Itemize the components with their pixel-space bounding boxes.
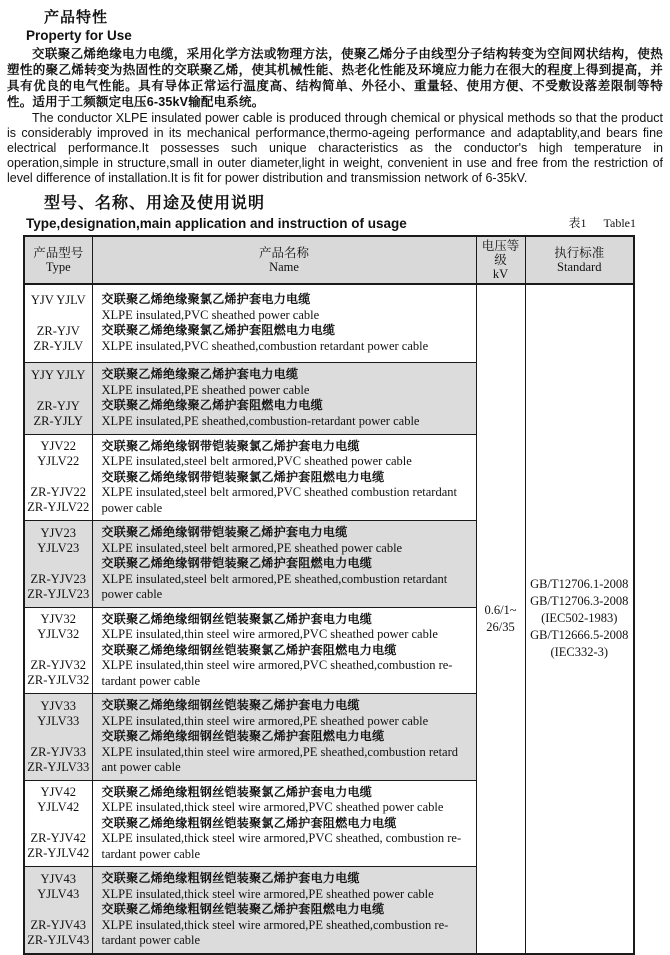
type-code: ZR-YJV32 [30, 658, 87, 673]
type-code: YJV42 YJLV42 [37, 785, 80, 815]
section2-heading-row [26, 214, 636, 231]
standard-value: GB/T12706.3-2008 [530, 594, 629, 609]
cable-name-en: XLPE insulated,steel belt armored,PVC sheathed power cable [101, 454, 412, 468]
cable-name-en: XLPE insulated,thin steel wire armored,PE sheathed,combustion retard ant power cable [101, 744, 459, 774]
standard-value: (IEC332-3) [550, 645, 609, 660]
type-code: ZR-YJLV22 [27, 500, 90, 515]
cable-name-en: XLPE insulated,thick steel wire armored,PE sheathed power cable [101, 886, 434, 901]
cable-name-zh: 交联聚乙烯绝缘聚氯乙烯护套阻燃电力电缆 [101, 323, 336, 338]
col-header-type [24, 236, 92, 284]
cable-name-en: XLPE insulated,steel belt armored,PVC sheathed combustion retardant power cable [101, 485, 457, 515]
section1-title-zh: 产品特性 [44, 9, 109, 26]
type-code: ZR-YJLV [33, 338, 84, 353]
type-code: ZR-YJLV23 [27, 586, 90, 601]
cable-name-en: XLPE insulated,thin steel wire armored,PE sheathed power cable [101, 713, 429, 728]
name-cell [92, 434, 476, 521]
cable-name-en: XLPE insulated,PVC sheathed,combustion retardant power cable [101, 338, 429, 353]
cable-type-table [23, 235, 635, 955]
voltage-value: 0.6/1~ [484, 602, 517, 617]
name-cell [92, 607, 476, 694]
intro-paragraph-zh: 交联聚乙烯绝缘电力电缆，采用化学方法或物理方法，使聚乙烯分子由线型分子结构转变为空间网状结构，使热塑性的聚乙烯转变为热固性的交联聚乙烯，使其机械性能、热老化性能及环境应力能力在很大的程度上得到提高，并具有优良的电气性能。具有导体正常运行温度高、结构简单、外径小、重量轻、使用方便、不受敷设落差限制等特性。适用于工频额定电压6-35kV输配电系统。 [7, 47, 663, 109]
cable-name-en: XLPE insulated,thin steel wire armored,PVC sheathed,combustion re-tardant power cable [101, 658, 453, 688]
cable-name-zh: 交联聚乙烯绝缘钢带铠装聚氯乙烯护套阻燃电力电缆 [101, 469, 385, 484]
type-cell [24, 780, 92, 867]
section1-title-en: Property for Use [26, 28, 132, 43]
col-header-voltage-zh: 电压等级 [481, 239, 520, 267]
type-code: YJY YJLY [31, 367, 86, 382]
type-code: YJV22 YJLV22 [37, 439, 80, 469]
cable-name-zh: 交联聚乙烯绝缘粗钢丝铠装聚氯乙烯护套阻燃电力电缆 [101, 815, 397, 830]
header-row [24, 236, 634, 284]
cable-name-en: XLPE insulated,thick steel wire armored,PVC sheathed power cable [101, 800, 444, 814]
section2-title-zh: 型号、名称、用途及使用说明 [44, 195, 266, 212]
cable-name-zh: 交联聚乙烯绝缘细钢丝铠装聚乙烯护套阻燃电力电缆 [101, 729, 385, 743]
cable-name-en: XLPE insulated,thin steel wire armored,PVC sheathed power cable [101, 627, 438, 641]
type-cell [24, 521, 92, 608]
standard-value: GB/T12706.1-2008 [530, 577, 629, 592]
col-header-type-zh: 产品型号 [33, 246, 84, 260]
type-cell [24, 362, 92, 434]
col-header-name-zh: 产品名称 [258, 246, 309, 260]
cable-table-header [24, 236, 634, 284]
col-header-name [92, 236, 476, 284]
name-cell [92, 694, 476, 781]
name-cell [92, 362, 476, 434]
standard-value: (IEC502-1983) [541, 611, 618, 626]
type-code: ZR-YJLV33 [27, 759, 90, 774]
col-header-standard-en: Standard [557, 260, 602, 274]
type-code: ZR-YJV22 [30, 485, 87, 500]
type-cell [24, 694, 92, 781]
table-ref-en: Table1 [603, 216, 636, 230]
type-code: ZR-YJV43 [30, 917, 87, 932]
type-code: ZR-YJV33 [30, 744, 87, 759]
cable-name-zh: 交联聚乙烯绝缘细钢丝铠装聚氯乙烯护套电力电缆 [101, 611, 373, 626]
name-cell [92, 867, 476, 954]
table-reference [555, 214, 637, 231]
voltage-cell [476, 284, 525, 954]
type-code: YJV43 YJLV43 [37, 871, 80, 901]
name-cell [92, 780, 476, 867]
table-ref-zh: 表1 [568, 216, 587, 230]
cable-name-zh: 交联聚乙烯绝缘粗钢丝铠装聚氯乙烯护套电力电缆 [101, 784, 373, 799]
type-code: ZR-YJLV42 [27, 846, 90, 861]
cable-name-zh: 交联聚乙烯绝缘聚氯乙烯护套电力电缆 [101, 292, 311, 307]
cable-name-en: XLPE insulated,PVC sheathed power cable [101, 307, 320, 322]
type-cell [24, 284, 92, 362]
type-code: ZR-YJY [36, 398, 80, 413]
section2-title-en: Type,designation,main application and instruction of usage [26, 216, 407, 231]
cable-name-en: XLPE insulated,PE sheathed power cable [101, 382, 310, 397]
cable-name-zh: 交联聚乙烯绝缘钢带铠装聚氯乙烯护套电力电缆 [101, 438, 360, 453]
type-code: YJV23 YJLV23 [37, 525, 80, 555]
type-cell [24, 867, 92, 954]
voltage-value: 26/35 [486, 619, 515, 634]
type-code: ZR-YJV23 [30, 571, 87, 586]
cable-table-body [24, 284, 634, 954]
name-cell [92, 284, 476, 362]
type-code: ZR-YJLV32 [27, 673, 90, 688]
type-code: ZR-YJLY [33, 413, 83, 428]
col-header-voltage [476, 236, 525, 284]
col-header-voltage-en: kV [492, 267, 509, 281]
cable-name-zh: 交联聚乙烯绝缘细钢丝铠装聚乙烯护套电力电缆 [101, 698, 360, 712]
intro-paragraph-en: The conductor XLPE insulated power cable is produced through chemical or physical methods so that the product is considerably improved in its mechanical performance,thermo-ageing performance and adaptablity,and bears fine electrical performance.It possesses such unique characteristics as the conductor's high temperature in operation,simple in structure,small in outer diameter,light in weight, convenient in use and free from the restriction of level difference of installation.It is fit for power distribution and transmission network of 6-35kV. [7, 111, 663, 185]
table-row [24, 284, 634, 362]
col-header-type-en: Type [45, 260, 71, 274]
col-header-standard [525, 236, 634, 284]
type-cell [24, 434, 92, 521]
standard-cell [525, 284, 634, 954]
cable-name-zh: 交联聚乙烯绝缘钢带铠装聚乙烯护套电力电缆 [101, 525, 348, 539]
type-code: ZR-YJLV43 [27, 932, 90, 947]
cable-name-en: XLPE insulated,steel belt armored,PE sheathed power cable [101, 540, 403, 555]
col-header-standard-zh: 执行标准 [554, 246, 605, 260]
cable-name-zh: 交联聚乙烯绝缘聚乙烯护套电力电缆 [101, 367, 299, 381]
cable-name-zh: 交联聚乙烯绝缘钢带铠装聚乙烯护套阻燃电力电缆 [101, 556, 373, 570]
cable-name-zh: 交联聚乙烯绝缘细钢丝铠装聚氯乙烯护套阻燃电力电缆 [101, 642, 397, 657]
type-code: ZR-YJV42 [30, 831, 87, 846]
cable-name-en: XLPE insulated,thick steel wire armored,PE sheathed,combustion re-tardant power cable [101, 917, 449, 947]
type-code: YJV32 YJLV32 [37, 612, 80, 642]
cable-name-zh: 交联聚乙烯绝缘粗钢丝铠装聚乙烯护套电力电缆 [101, 871, 360, 885]
cable-name-en: XLPE insulated,thick steel wire armored,PVC sheathed, combustion re-tardant power cable [101, 831, 462, 861]
name-cell [92, 521, 476, 608]
standard-value: GB/T12666.5-2008 [530, 628, 629, 643]
type-code: YJV33 YJLV33 [37, 698, 80, 728]
cable-name-en: XLPE insulated,PE sheathed,combustion-retardant power cable [101, 413, 420, 428]
cable-name-zh: 交联聚乙烯绝缘粗钢丝铠装聚乙烯护套阻燃电力电缆 [101, 902, 385, 916]
cable-name-zh: 交联聚乙烯绝缘聚乙烯护套阻燃电力电缆 [101, 398, 323, 412]
col-header-name-en: Name [269, 260, 299, 274]
cable-name-en: XLPE insulated,steel belt armored,PE sheathed,combustion retardant power cable [101, 571, 448, 601]
type-cell [24, 607, 92, 694]
type-code: ZR-YJV [36, 323, 80, 338]
type-code: YJV YJLV [30, 292, 86, 307]
